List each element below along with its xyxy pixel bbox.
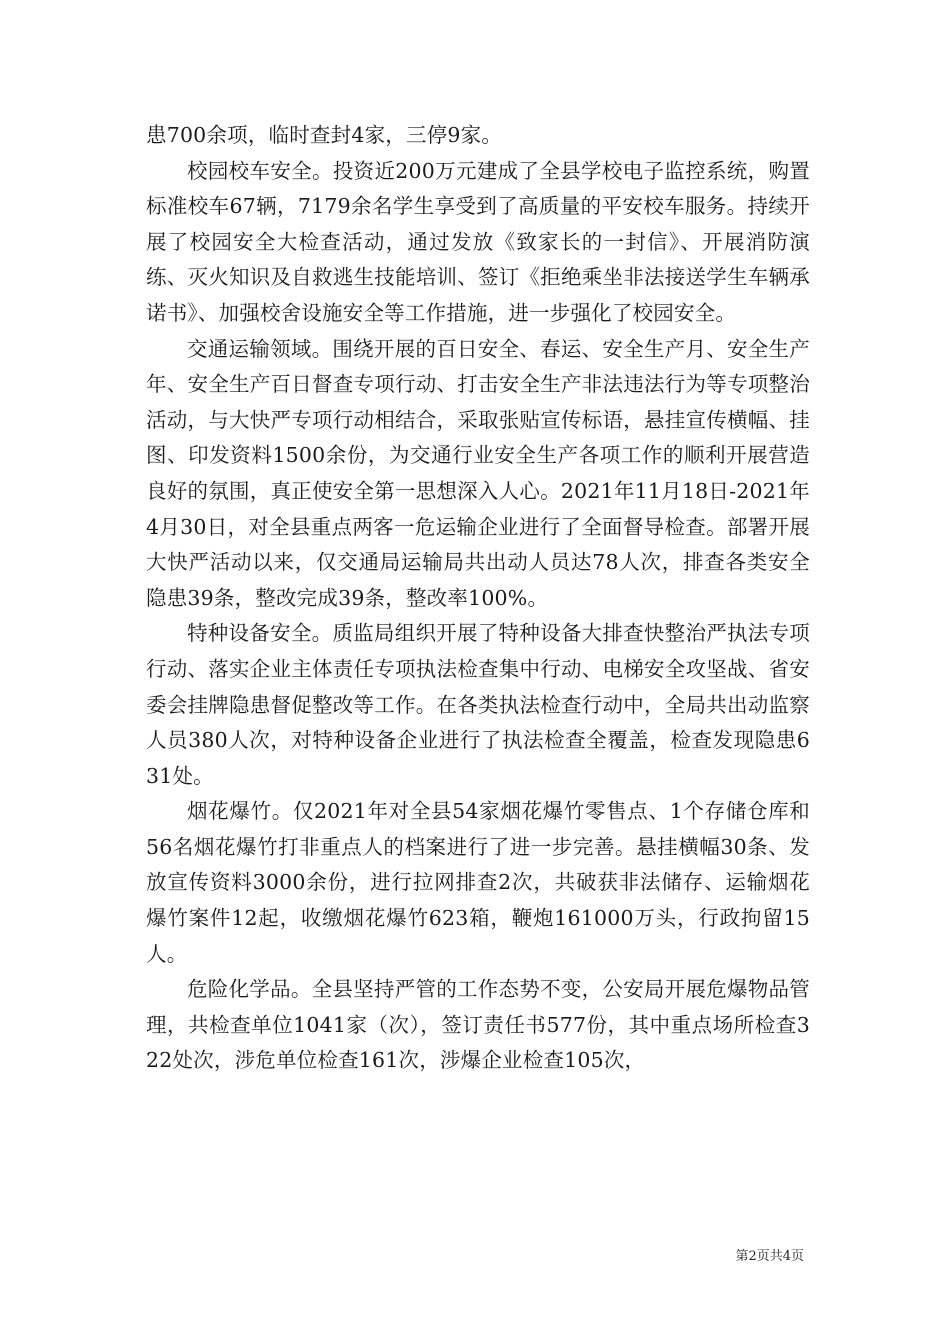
paragraph-fireworks: 烟花爆竹。仅2021年对全县54家烟花爆竹零售点、1个存储仓库和56名烟花爆竹打非重点人的档案进行了进一步完善。悬挂横幅30条、发放宣传资料3000余份，进行拉网排查2次，共破获非法储存、运输烟花爆竹案件12起，收缴烟花爆竹623箱，鞭炮161000万头，行政拘留15人。 bbox=[146, 799, 810, 966]
paragraph-traffic-transport: 交通运输领域。围绕开展的百日安全、春运、安全生产月、安全生产年、安全生产百日督查专项行动、打击安全生产非法违法行为等专项整治活动，与大快严专项行动相结合，采取张贴宣传标语，悬挂宣传横幅、挂图、印发资料1500余份，为交通行业安全生产各项工作的顺利开展营造良好的氛围，真正使安全第一思想深入人心。2021年11月18日-2021年4月30日，对全县重点两客一危运输企业进行了全面督导检查。部署开展大快严活动以来，仅交通局运输局共出动人员达78人次，排查各类安全隐患39条，整改完成39条，整改率100%。 bbox=[146, 336, 810, 610]
paragraph-continuation: 患700余项，临时查封4家，三停9家。 bbox=[146, 123, 503, 147]
document-body bbox=[146, 118, 810, 1079]
paragraph-campus-bus-safety: 校园校车安全。投资近200万元建成了全县学校电子监控系统，购置标准校车67辆，7179余名学生享受到了高质量的平安校车服务。持续开展了校园安全大检查活动，通过发放《致家长的一封信》、开展消防演练、灭火知识及自救逃生技能培训、签订《拒绝乘坐非法接送学生车辆承诺书》、加强校舍设施安全等工作措施，进一步强化了校园安全。 bbox=[146, 158, 810, 325]
paragraph-hazardous-chemicals: 危险化学品。全县坚持严管的工作态势不变，公安局开展危爆物品管理，共检查单位1041家（次），签订责任书577份，其中重点场所检查322处次，涉危单位检查161次，涉爆企业检查105次， bbox=[146, 977, 810, 1073]
page-number-footer: 第2页共4页 bbox=[735, 1249, 804, 1264]
paragraph-special-equipment: 特种设备安全。质监局组织开展了特种设备大排查快整治严执法专项行动、落实企业主体责任专项执法检查集中行动、电梯安全攻坚战、省安委会挂牌隐患督促整改等工作。在各类执法检查行动中，全局共出动监察人员380人次，对特种设备企业进行了执法检查全覆盖，检查发现隐患631处。 bbox=[146, 621, 810, 788]
